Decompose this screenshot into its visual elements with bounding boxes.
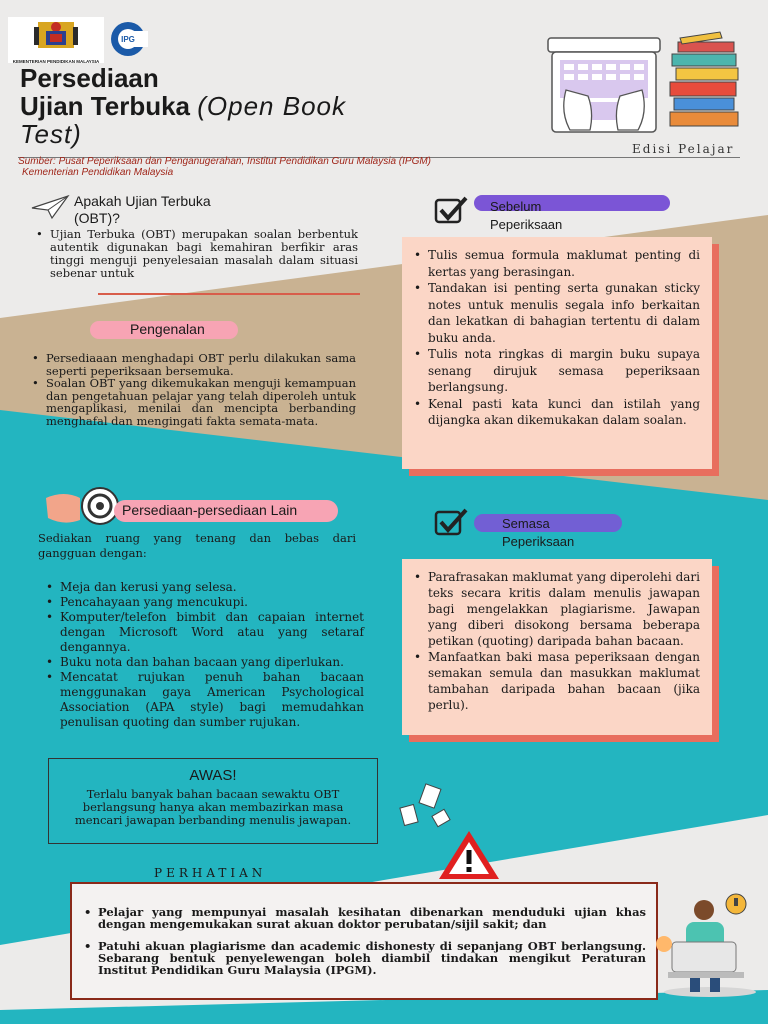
before-item: • Tulis nota ringkas di margin buku supaya senang dirujuk semasa peperiksaan berlangsung. bbox=[412, 346, 700, 396]
title-line1: Persediaan bbox=[20, 63, 159, 93]
other-heading: Persediaan-persediaan Lain bbox=[122, 502, 298, 518]
obt-list bbox=[34, 228, 358, 280]
before-item: • Tulis semua formula maklumat penting di kertas yang berasingan. bbox=[412, 247, 700, 280]
intro-list bbox=[30, 352, 356, 427]
during-item: • Parafrasakan maklumat yang diperolehi dari teks secara kritis dalam menulis jawapan bagi mengelakkan plagiarisme. Jawapan yang diberi disokong bersama beberapa petikan (quoting) daripada bahan bacaan. bbox=[412, 569, 700, 649]
during-heading-line2: Peperiksaan bbox=[502, 534, 575, 549]
source-line2: Kementerian Pendidikan Malaysia bbox=[22, 167, 174, 178]
obt-heading bbox=[74, 193, 274, 227]
during-heading bbox=[502, 515, 574, 551]
intro-item: • Soalan OBT yang dikemukakan menguji kemampuan dan pengetahuan pelajar yang telah diperoleh untuk mengaplikasi, menilai dan mencipta berbanding menghafal dan mengingati fakta semata-mata. bbox=[30, 377, 356, 427]
obt-heading-line2: (OBT)? bbox=[74, 210, 120, 226]
checkbox-icon bbox=[434, 508, 468, 538]
intro-item: • Persediaaan menghadapi OBT perlu dilakukan sama seperti peperiksaan bersemuka. bbox=[30, 352, 356, 377]
other-item: • Pencahayaan yang mencukupi. bbox=[44, 595, 364, 610]
during-list bbox=[412, 569, 700, 713]
flying-papers-icon bbox=[398, 780, 458, 830]
ipg-logo-text: IPG bbox=[121, 35, 135, 44]
warning-text: Terlalu banyak bahan bacaan sewaktu OBT berlangsung hanya akan membazirkan masa mencari jawapan berbanding menulis jawapan. bbox=[74, 787, 352, 827]
before-list bbox=[412, 247, 700, 429]
ipg-logo-icon bbox=[108, 17, 148, 61]
other-intro: Sediakan ruang yang tenang dan bebas dari gangguan dengan: bbox=[38, 531, 356, 560]
coat-of-arms-icon bbox=[8, 17, 104, 53]
other-item: • Buku nota dan bahan bacaan yang diperlukan. bbox=[44, 655, 364, 670]
laptop-books-illustration bbox=[538, 30, 748, 142]
warning-box bbox=[48, 758, 378, 844]
during-card bbox=[402, 559, 712, 735]
other-list bbox=[44, 580, 364, 730]
before-item: • Tandakan isi penting serta gunakan sticky notes untuk menulis segala info berkaitan dan lekatkan di bahagian tertentu di dalam buku anda. bbox=[412, 280, 700, 346]
warning-title: AWAS! bbox=[189, 767, 237, 784]
obt-divider bbox=[98, 293, 360, 295]
source-text bbox=[18, 156, 578, 178]
warning-triangle-icon bbox=[436, 828, 502, 882]
attention-item: • Pelajar yang mempunyai masalah kesihatan dibenarkan menduduki ujian khas dengan mengemukakan surat akuan doktor perubatan/sijil sakit; dan bbox=[82, 906, 646, 930]
attention-item: • Patuhi akuan plagiarisme dan academic dishonesty di sepanjang OBT berlangsung. Sebarang bentuk penyelewengan boleh diambil tindakan mengikut Peraturan Institut Pendidikan Guru Malaysia (IPGM). bbox=[82, 940, 646, 976]
ministry-logo bbox=[8, 17, 104, 63]
title-line2-bold: Ujian Terbuka bbox=[20, 91, 191, 121]
ipg-logo bbox=[108, 17, 148, 63]
attention-list bbox=[82, 906, 646, 976]
page-title bbox=[20, 64, 440, 148]
student-illustration bbox=[650, 888, 760, 998]
before-item: • Kenal pasti kata kunci dan istilah yang dijangka akan dikemukakan dalam soalan. bbox=[412, 396, 700, 429]
during-heading-line1: Semasa bbox=[502, 516, 550, 531]
during-item: • Manfaatkan baki masa peperiksaan dengan semakan semula dan masukkan maklumat tambahan daripada bahan bacaan (jika perlu). bbox=[412, 649, 700, 713]
title-line2-italic: (Open Book bbox=[197, 91, 346, 121]
obt-item: • Ujian Terbuka (OBT) merupakan soalan berbentuk autentik digunakan bagi kemahiran berfikir aras tinggi menguji penyelesaian masalah dalam situasi sebenar untuk bbox=[34, 228, 358, 280]
before-heading-line1: Sebelum bbox=[490, 199, 542, 214]
obt-heading-line1: Apakah Ujian Terbuka bbox=[74, 193, 211, 209]
checkbox-icon bbox=[434, 196, 468, 226]
attention-box bbox=[70, 882, 658, 1000]
before-heading bbox=[490, 198, 562, 234]
title-line3: Test) bbox=[20, 119, 82, 149]
pointing-hand-icon bbox=[44, 486, 122, 528]
other-item: • Meja dan kerusi yang selesa. bbox=[44, 580, 364, 595]
other-item: • Komputer/telefon bimbit dan capaian internet dengan Microsoft Word atau yang setaraf dengannya. bbox=[44, 610, 364, 655]
attention-title: PERHATIAN bbox=[154, 866, 267, 880]
edition-label: Edisi Pelajar bbox=[632, 142, 735, 156]
source-line1: Sumber: Pusat Peperiksaan dan Penganugerahan, Institut Pendidikan Guru Malaysia (IPGM) bbox=[18, 156, 432, 167]
other-item: • Mencatat rujukan penuh bahan bacaan menggunakan gaya American Psychological Association (APA style) bagi memudahkan penulisan quoting dan sumber rujukan. bbox=[44, 670, 364, 730]
paper-plane-icon bbox=[30, 194, 70, 220]
before-card bbox=[402, 237, 712, 469]
before-heading-line2: Peperiksaan bbox=[490, 217, 563, 232]
ministry-logo-text: KEMENTERIAN PENDIDIKAN MALAYSIA bbox=[12, 59, 100, 64]
intro-heading: Pengenalan bbox=[130, 321, 205, 337]
